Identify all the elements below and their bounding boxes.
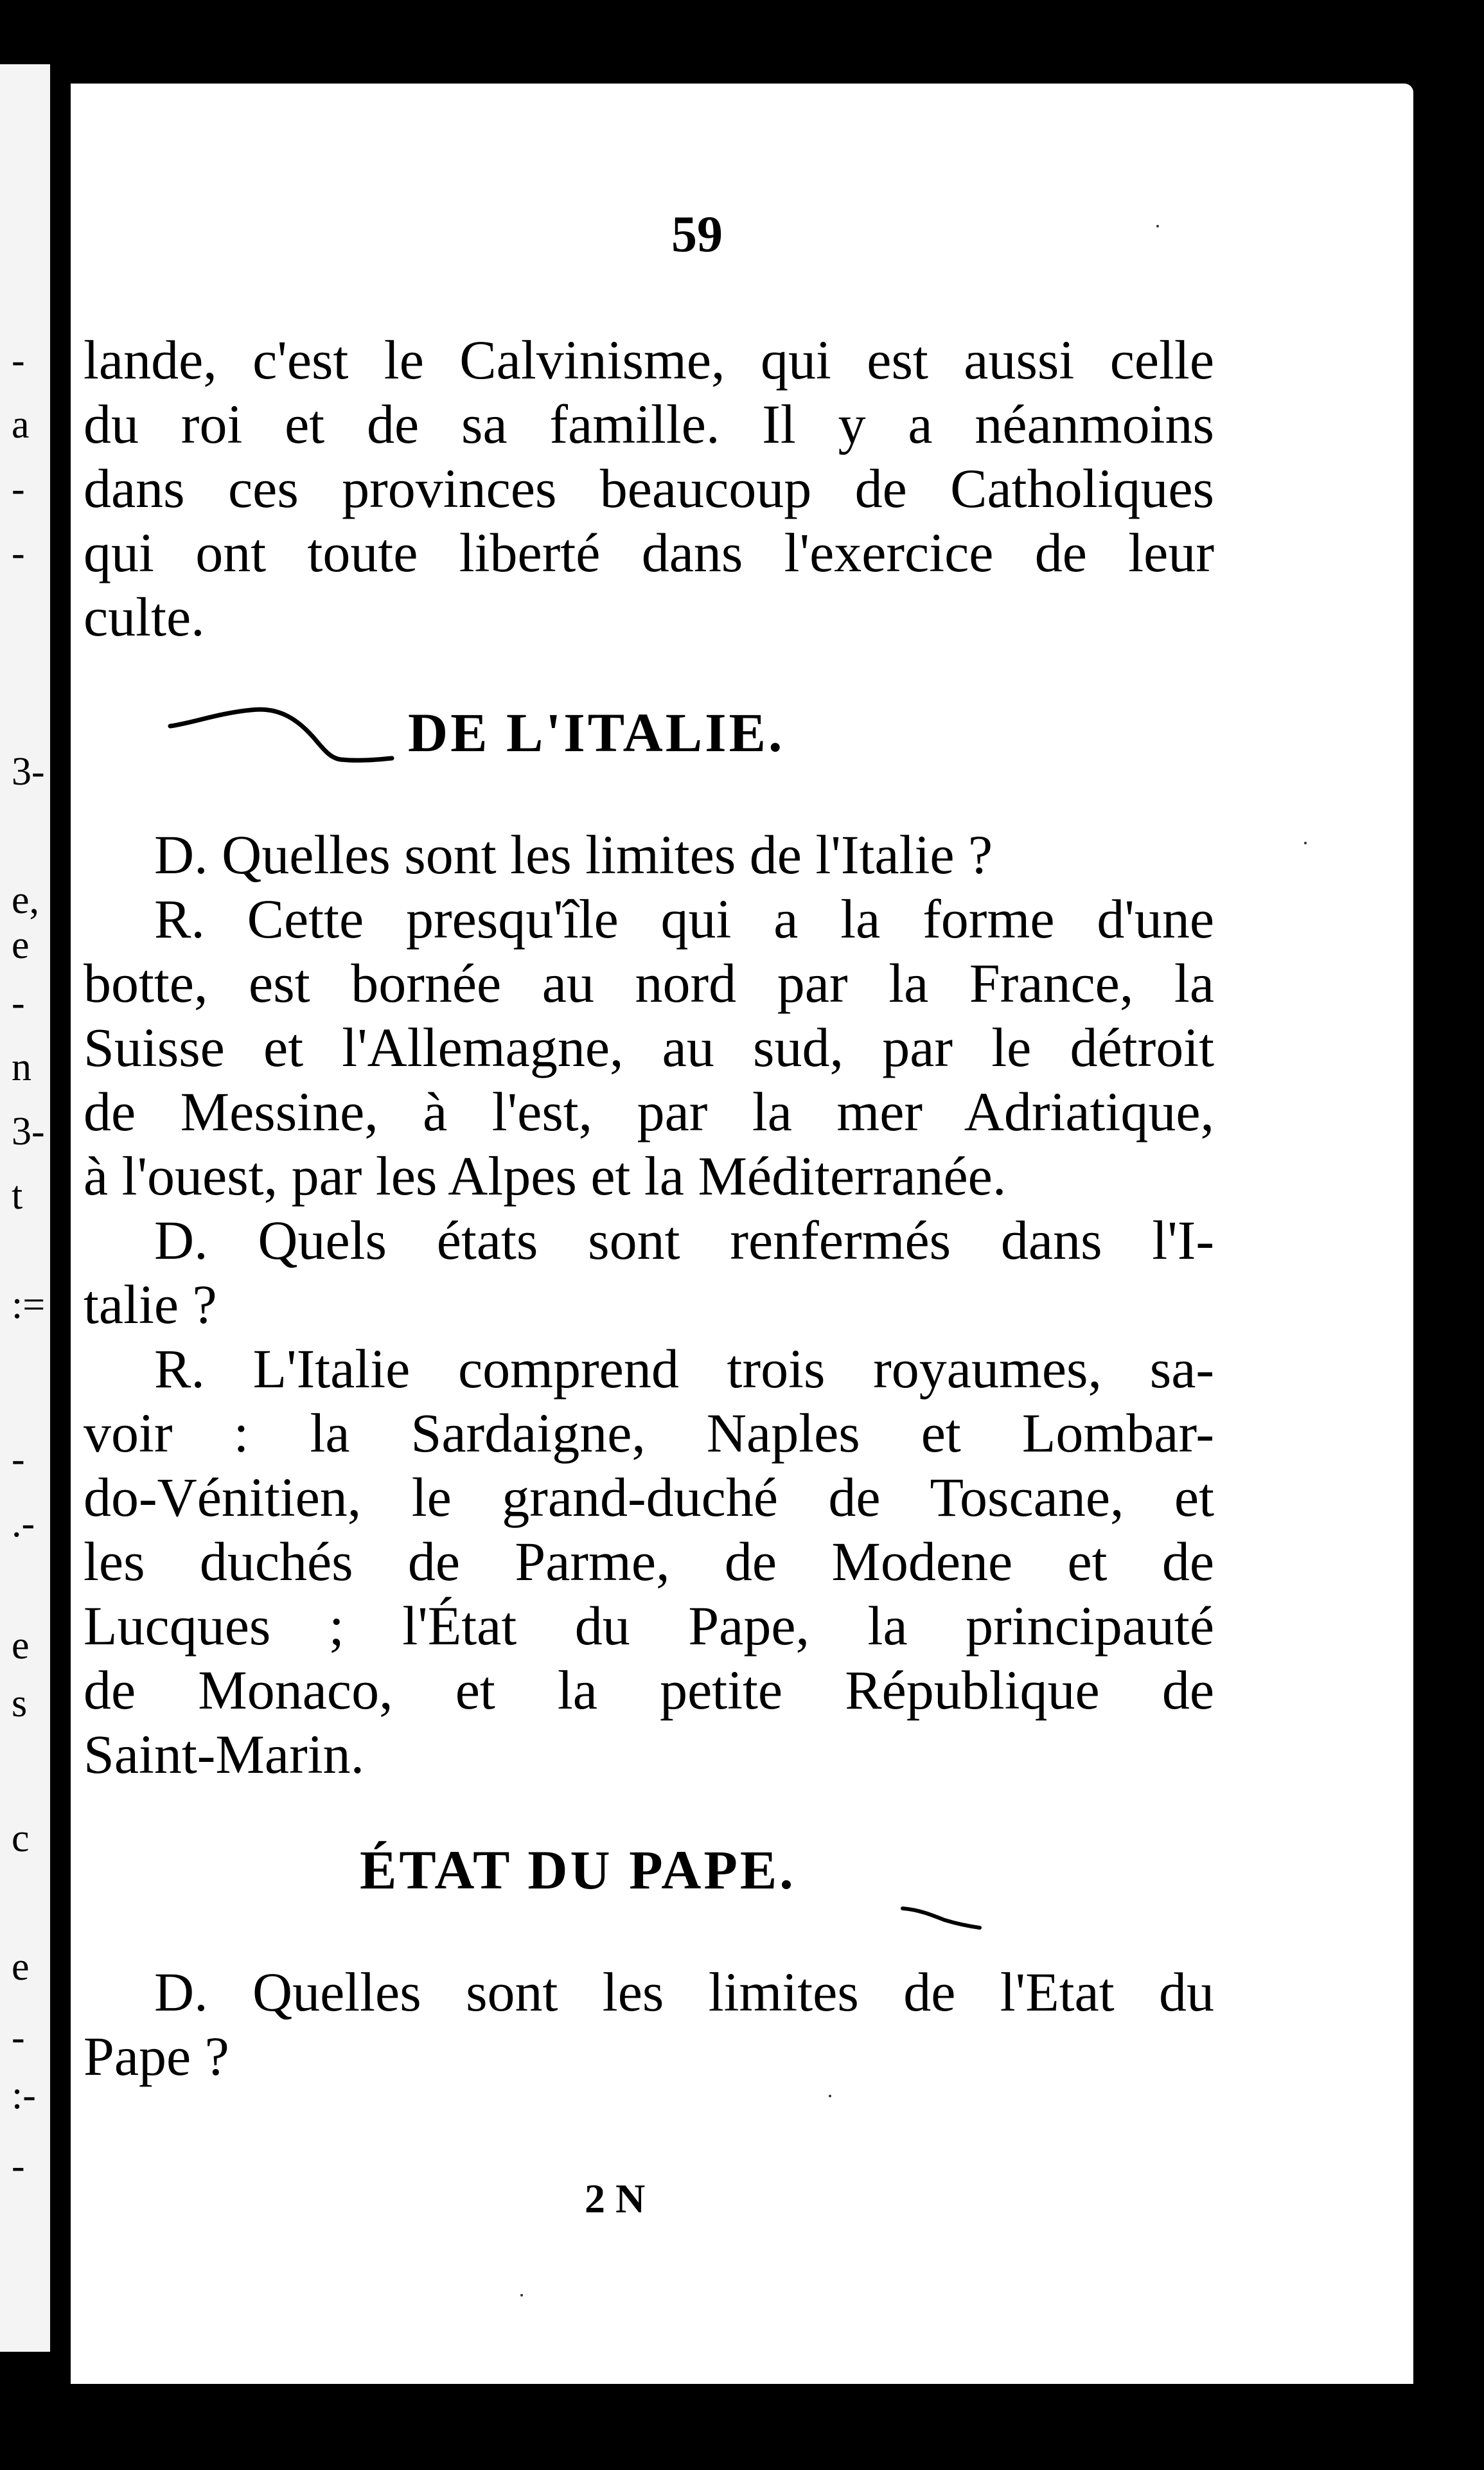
signature-mark: 2 N — [585, 2176, 646, 2221]
facing-char: 3- — [12, 1110, 45, 1153]
facing-char: n — [12, 1045, 31, 1089]
facing-char: - — [12, 2144, 25, 2188]
question-line: D. Quelles sont les limites de l'Italie ? — [154, 824, 993, 885]
text-line: voir : la Sardaigne, Naples et Lombar- — [84, 1402, 1214, 1464]
book-spine — [57, 58, 71, 2384]
facing-char: - — [12, 2016, 25, 2059]
question-line: D. Quels états sont renfermés dans l'I- — [154, 1209, 1214, 1271]
facing-page-edge — [0, 64, 57, 2352]
facing-char: c — [12, 1817, 30, 1860]
facing-char: t — [12, 1174, 23, 1218]
book-page — [71, 84, 1413, 2384]
text-line: Suisse et l'Allemagne, au sud, par le détroit — [84, 1017, 1214, 1078]
pen-squiggle-mark — [167, 688, 398, 771]
text-line: du roi et de sa famille. Il y a néanmoins — [84, 393, 1214, 455]
text-line: qui ont toute liberté dans l'exercice de leur — [84, 522, 1214, 583]
text-line: les duchés de Parme, de Modene et de — [84, 1531, 1214, 1592]
text-line: Lucques ; l'État du Pape, la principauté — [84, 1595, 1214, 1657]
paragraph-calvinisme — [84, 328, 1214, 649]
text-line: talie ? — [84, 1274, 217, 1335]
text-line: Pape ? — [84, 2025, 229, 2087]
text-line: de Messine, à l'est, par la mer Adriatique, — [84, 1081, 1214, 1142]
facing-char: - — [12, 531, 25, 575]
answer-line: R. L'Italie comprend trois royaumes, sa- — [154, 1338, 1214, 1399]
facing-char: :- — [12, 2074, 36, 2117]
text-line: culte. — [84, 586, 205, 648]
facing-char: e, — [12, 878, 40, 922]
text-line: lande, c'est le Calvinisme, qui est aussi celle — [84, 329, 1214, 391]
text-line: dans ces provinces beaucoup de Catholiques — [84, 458, 1214, 519]
question-line: D. Quelles sont les limites de l'Etat du — [154, 1961, 1214, 2023]
paper-speck — [520, 2294, 523, 2297]
facing-char: - — [12, 339, 25, 382]
facing-char: := — [12, 1283, 46, 1327]
facing-char: a — [12, 403, 30, 447]
text-line: do-Vénitien, le grand-duché de Toscane, et — [84, 1466, 1214, 1528]
facing-char: - — [12, 467, 25, 511]
section-heading-italie: DE L'ITALIE. — [408, 702, 785, 763]
qa-italie — [84, 822, 1214, 1786]
text-line: Saint-Marin. — [84, 1723, 365, 1785]
facing-char: - — [12, 981, 25, 1025]
facing-char: e — [12, 923, 30, 967]
paper-speck — [1156, 225, 1159, 227]
facing-char: - — [12, 1437, 25, 1481]
facing-char: e — [12, 1624, 30, 1667]
qa-pape — [84, 1960, 1214, 2088]
page-number: 59 — [671, 206, 723, 263]
text-line: à l'ouest, par les Alpes et la Méditerranée. — [84, 1145, 1007, 1207]
answer-line: R. Cette presqu'île qui a la forme d'une — [154, 888, 1214, 950]
text-line: de Monaco, et la petite République de — [84, 1659, 1214, 1721]
paper-speck — [1304, 842, 1307, 844]
facing-char: s — [12, 1682, 28, 1725]
paper-speck — [829, 2095, 831, 2097]
pen-tail-mark — [899, 1902, 983, 1934]
section-heading-pape: ÉTAT DU PAPE. — [360, 1839, 796, 1901]
facing-char: e — [12, 1945, 30, 1989]
text-line: botte, est bornée au nord par la France, la — [84, 952, 1214, 1014]
facing-char: .- — [12, 1502, 35, 1545]
facing-char: 3- — [12, 750, 45, 794]
